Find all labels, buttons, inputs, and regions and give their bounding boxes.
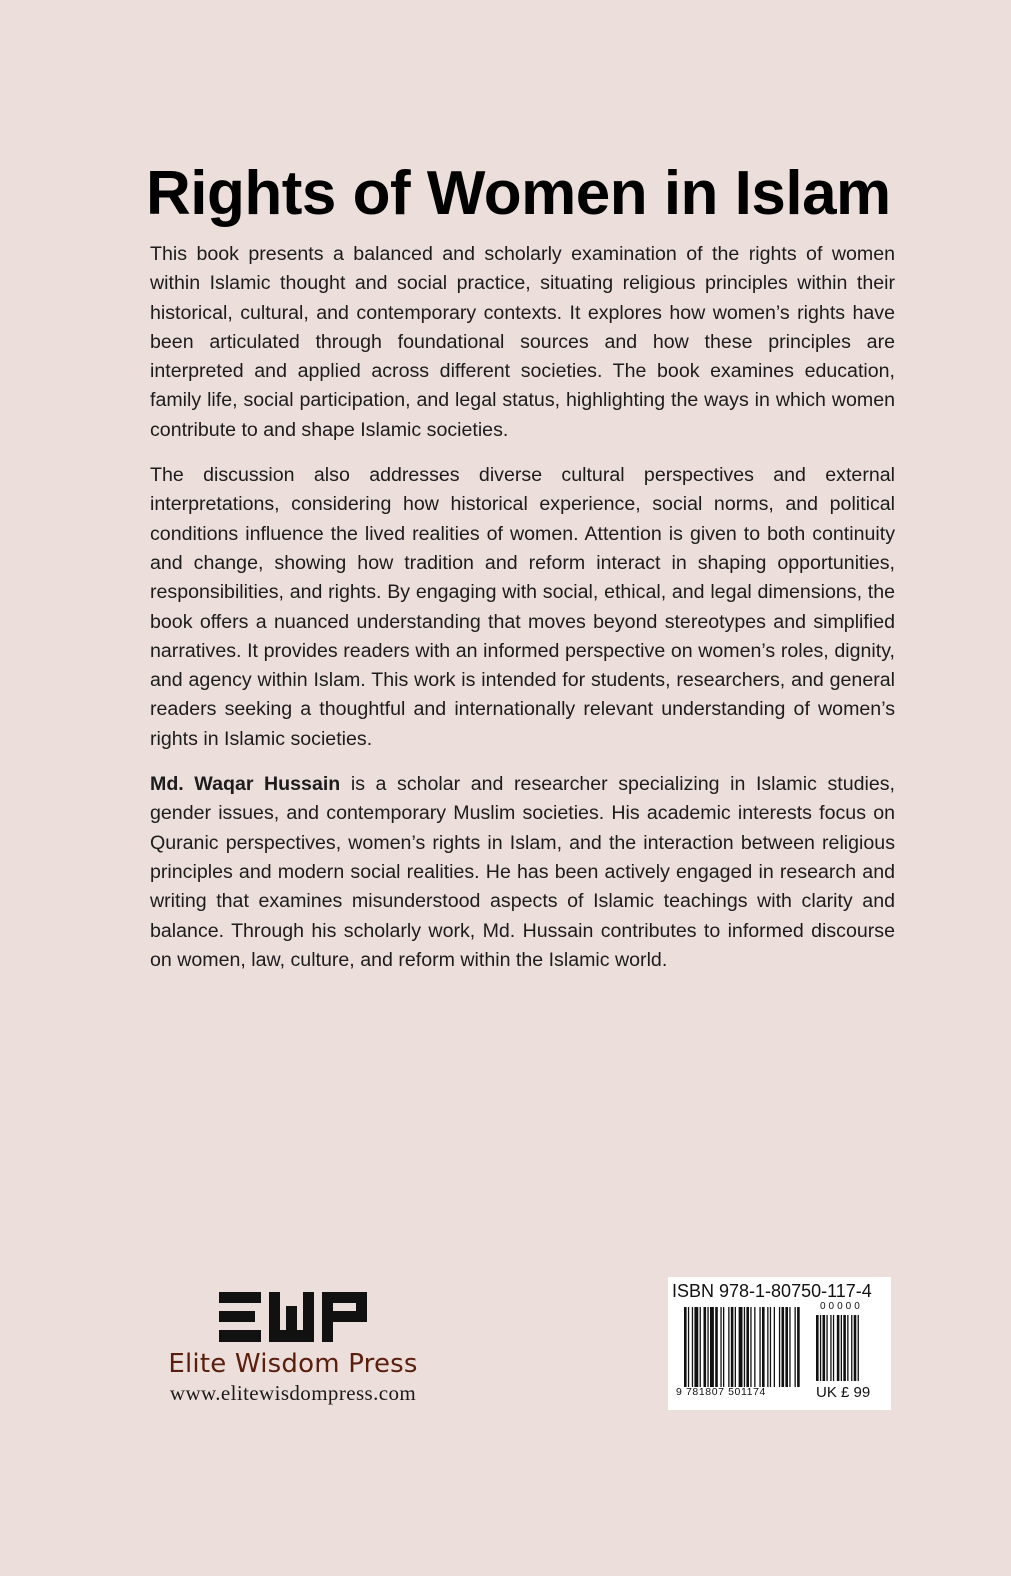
barcode-bar	[739, 1307, 743, 1387]
barcode-bar	[762, 1307, 765, 1387]
isbn-label: ISBN 978-1-80750-117-4	[672, 1281, 872, 1301]
back-cover-blurb	[150, 240, 895, 991]
barcode-bar	[684, 1307, 687, 1387]
barcode-bar	[744, 1307, 745, 1387]
barcode-digits: 9 781807 501174	[676, 1386, 766, 1398]
publisher-block	[148, 1292, 438, 1406]
addon-bar	[823, 1315, 826, 1381]
barcode-bar	[735, 1307, 736, 1387]
barcode-bar	[774, 1307, 775, 1387]
addon-bar	[816, 1315, 819, 1381]
addon-bar	[820, 1315, 821, 1381]
barcode-bar	[707, 1307, 708, 1387]
barcode-bar	[770, 1307, 771, 1387]
barcode-bar	[746, 1307, 749, 1387]
barcode-bar	[694, 1307, 698, 1387]
addon-bar	[854, 1315, 857, 1381]
barcode-bar	[715, 1307, 718, 1387]
addon-bar	[830, 1315, 831, 1381]
barcode-bar	[723, 1307, 724, 1387]
author-name: Md. Waqar Hussain	[150, 773, 341, 796]
barcode-bar	[728, 1307, 729, 1387]
barcode-bar	[759, 1307, 760, 1387]
addon-bar	[837, 1315, 840, 1381]
price-label: UK £ 99	[816, 1384, 871, 1401]
barcode-bar	[767, 1307, 768, 1387]
blurb-paragraph-2: The discussion also addresses diverse cultural perspectives and external interpretations, considering how historical experience, social norms, and political conditions influence the lived realities of women. Attention is given to both continuity and change, showing how tradition and reform interact in shaping opportunities, responsibilities, and rights. By engaging with social, ethical, and legal dimensions, the book offers a nuanced understanding that moves beyond stereotypes and simplified narratives. It provides readers with an informed perspective on women’s roles, dignity, and agency within Islam. This work is intended for students, researchers, and general readers seeking a thoughtful and internationally relevant understanding of women’s rights in Islamic societies.	[150, 464, 895, 750]
barcode-bar	[731, 1307, 734, 1387]
barcode-bar	[779, 1307, 780, 1387]
barcode-bar	[750, 1307, 751, 1387]
barcode-bar	[782, 1307, 785, 1387]
barcode-bar	[795, 1307, 796, 1387]
addon-bar	[858, 1315, 859, 1381]
barcode-bar	[710, 1307, 714, 1387]
addon-bar	[826, 1315, 827, 1381]
addon-bar	[841, 1315, 842, 1381]
barcode-bar	[704, 1307, 707, 1387]
barcode-bar	[754, 1307, 755, 1387]
barcode-bar	[720, 1307, 721, 1387]
barcode-bar	[700, 1307, 701, 1387]
addon-bar	[833, 1315, 834, 1381]
addon-bar	[843, 1315, 846, 1381]
publisher-name: Elite Wisdom Press	[168, 1349, 418, 1379]
blurb-paragraph-1: This book presents a balanced and scholarly examination of the rights of women within Islamic thought and social practice, situating religious principles within their historical, cultural, and contemporary contexts. It explores how women’s rights have been articulated through foundational sources and how these principles are interpreted and applied across different societies. The book examines education, family life, social participation, and legal status, highlighting the ways in which women contribute to and shape Islamic societies.	[150, 243, 895, 441]
publisher-url: www.elitewisdompress.com	[169, 1381, 417, 1405]
barcode-bar	[688, 1307, 689, 1387]
barcode-bar	[797, 1307, 800, 1387]
addon-bar	[847, 1315, 848, 1381]
publisher-logo	[219, 1292, 367, 1342]
author-bio-text: is a scholar and researcher specializing in Islamic studies, gender issues, and contemporary Muslim societies. His academic interests focus on Quranic perspectives, women’s rights in Islam, and the interaction between religious principles and modern social realities. He has been actively engaged in research and writing that examines misunderstood aspects of Islamic teachings with clarity and balance. Through his scholarly work, Md. Hussain contributes to informed discourse on women, law, culture, and reform within the Islamic world.	[150, 773, 896, 971]
barcode-bars	[672, 1303, 884, 1387]
addon-bar	[851, 1315, 852, 1381]
barcode-bar	[785, 1307, 788, 1387]
barcode-bar	[789, 1307, 790, 1387]
addon-digits: 00000	[820, 1301, 863, 1312]
isbn-barcode	[668, 1277, 891, 1410]
author-bio	[150, 770, 895, 975]
book-title: Rights of Women in Islam	[146, 159, 891, 228]
barcode-bar	[692, 1307, 693, 1387]
